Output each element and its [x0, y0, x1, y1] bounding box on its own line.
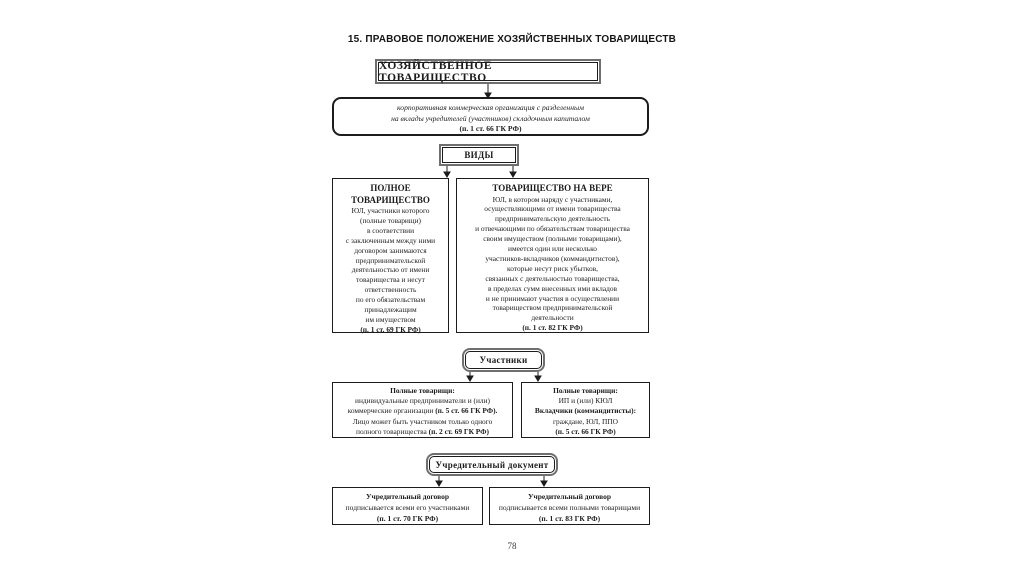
arrowhead	[510, 172, 516, 177]
page-title: 15. ПРАВОВОЕ ПОЛОЖЕНИЕ ХОЗЯЙСТВЕННЫХ ТОВАРИЩЕСТВ	[347, 34, 677, 45]
arrowhead	[535, 376, 541, 381]
box-founding-doc-full: Учредительный договор подписывается всеми его участниками (п. 1 ст. 70 ГК РФ)	[332, 487, 483, 525]
box-participants-limited: Полные товарищи: ИП и (или) КЮЛ Вкладчики (коммандитисты): граждане, ЮЛ, ППО (п. 5 ст. 66 ГК РФ)	[521, 382, 650, 438]
box-limited-partnership: ТОВАРИЩЕСТВО НА ВЕРЕ ЮЛ, в котором наряду с участниками, осуществляющими от имени товарищества предпринимательскую деятельность и отвечающими по обязательствам товарищества своим имуществом (полными товарищами), имеется один или несколько участников-вкладчиков (коммандитистов), которые несут риск убытков, связанных с деятельностью товарищества, в пределах сумм внесенных ими вкладов и не принимают участия в осуществлении товариществом предпринимательской деятельности (п. 1 ст. 82 ГК РФ)	[456, 178, 649, 333]
box-participants-header-label: Участники	[479, 355, 528, 365]
box-business-partnership-label: ХОЗЯЙСТВЕННОЕ ТОВАРИЩЕСТВО	[379, 59, 493, 84]
arrowhead	[436, 481, 442, 486]
box-founding-doc-header-label: Учредительный документ	[435, 459, 549, 470]
box-participants-full: Полные товарищи: индивидуальные предприниматели и (или) коммерческие организации (п. 5 ст. 66 ГК РФ). Лицо может быть участником только одного полного товарищества (п. 2 ст. 69 ГК РФ)	[332, 382, 513, 438]
box-types-header-label: ВИДЫ	[464, 150, 494, 160]
box-participants-header	[462, 348, 545, 372]
box-definition: корпоративная коммерческая организация с разделенным на вклады учредителей (участников) складочным капиталом (п. 1 ст. 66 ГК РФ)	[332, 97, 649, 136]
box-founding-doc-limited: Учредительный договор подписывается всеми полными товарищами (п. 1 ст. 83 ГК РФ)	[489, 487, 650, 525]
arrowhead	[444, 172, 450, 177]
box-business-partnership	[375, 59, 601, 84]
page-number: 78	[507, 541, 517, 551]
box-types-header	[439, 144, 519, 166]
box-founding-doc-header	[426, 453, 558, 476]
arrowhead	[541, 481, 547, 486]
box-full-partnership: ПОЛНОЕ ТОВАРИЩЕСТВО ЮЛ, участники которого (полные товарищи) в соответствии с заключенным между ними договором занимаются предпринимательской деятельностью от имени товарищества и несут ответственность по его обязательствам принадлежащим им имуществом (п. 1 ст. 69 ГК РФ)	[332, 178, 449, 333]
arrowhead	[467, 376, 473, 381]
